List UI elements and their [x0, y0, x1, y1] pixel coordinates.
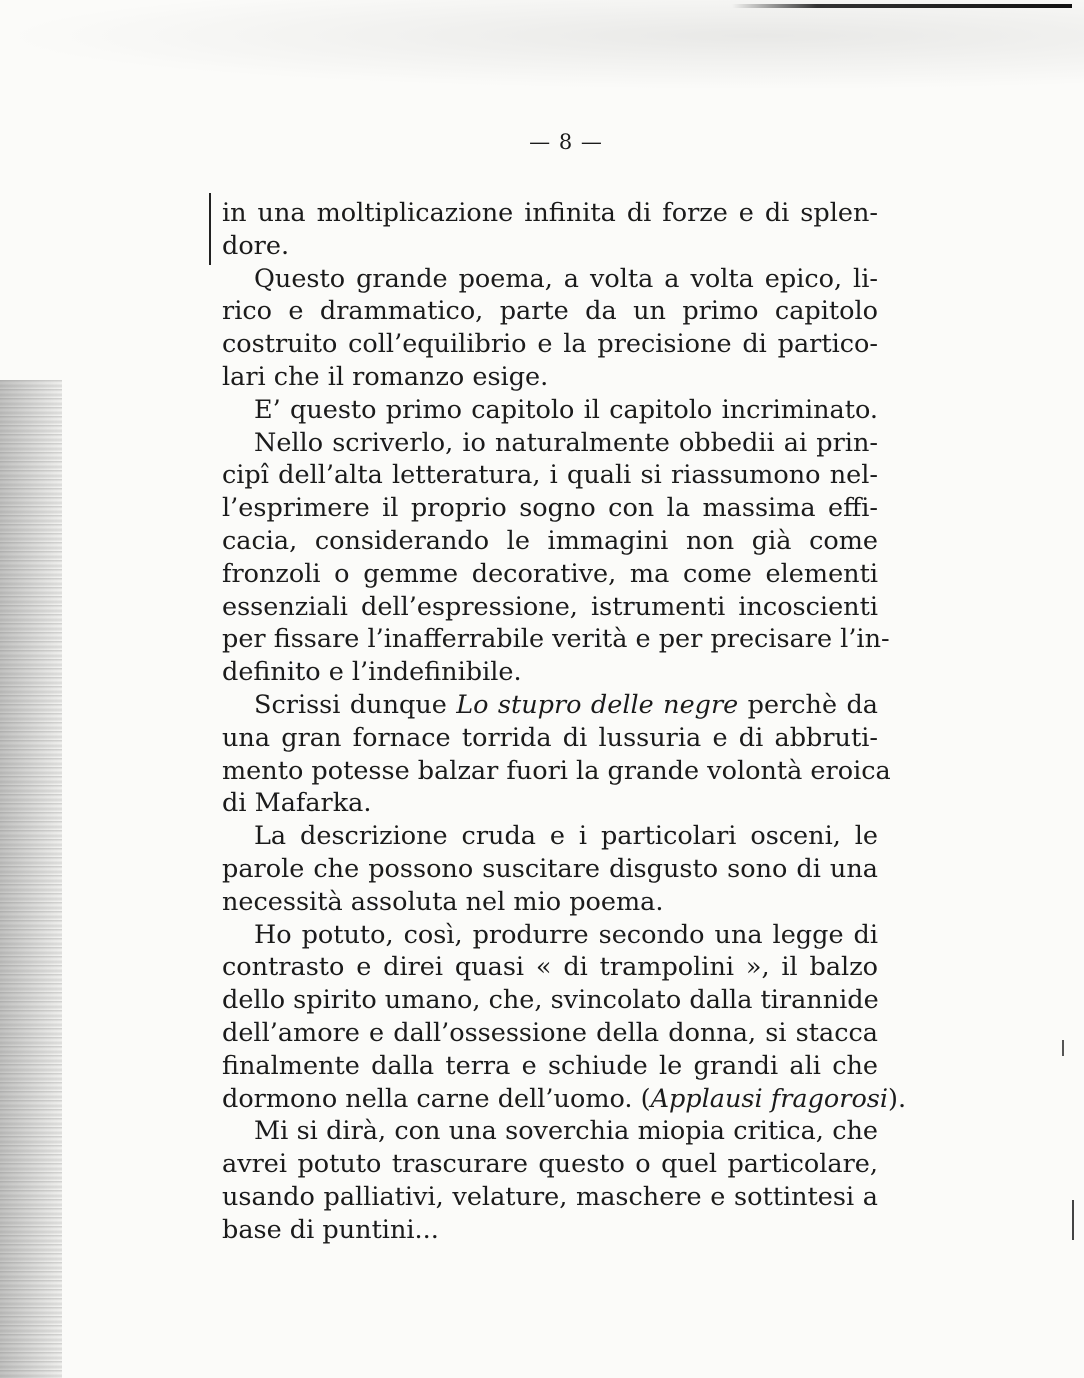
paragraph: [222, 427, 890, 689]
text-line: base di puntini...: [222, 1214, 439, 1245]
text-line: usando palliativi, velature, maschere e sottintesi a: [222, 1181, 878, 1212]
text-line: La descrizione cruda e i particolari osceni, le: [254, 821, 878, 852]
italic-title: Lo stupro delle negre: [456, 689, 739, 720]
text-line: Questo grande poema, a volta a volta epico, li-: [254, 263, 878, 294]
text-line: [222, 689, 878, 722]
paragraph: [222, 919, 907, 1116]
text-line: cacia, considerando le immagini non già come: [222, 525, 878, 556]
text-line: E’ questo primo capitolo il capitolo incriminato.: [254, 394, 878, 425]
scan-edge-noise: [0, 380, 62, 1378]
text-line: una gran fornace torrida di lussuria e di abbruti-: [222, 722, 878, 753]
text-line: mento potesse balzar fuori la grande volontà eroica: [222, 755, 891, 786]
text-line: necessità assoluta nel mio poema.: [222, 886, 664, 917]
text-line: dello spirito umano, che, svincolato dalla tirannide: [222, 985, 879, 1016]
italic-title: Applausi fragorosi: [650, 1083, 889, 1114]
text-line: contrasto e direi quasi « di trampolini », il balzo: [222, 952, 878, 983]
text-line: in una moltiplicazione infinita di forze e di splen-: [222, 198, 878, 228]
text-line: lari che il romanzo esige.: [222, 361, 549, 392]
margin-mark: [209, 193, 211, 265]
text-line: definito e l’indefinibile.: [222, 657, 522, 688]
paragraph: [222, 1115, 878, 1246]
text-line: finalmente dalla terra e schiude le grandi ali che: [222, 1050, 878, 1081]
text-line: [222, 1083, 907, 1116]
page-number: — 8 —: [529, 130, 603, 154]
text-line: per fissare l’inafferrabile verità e per precisare l’in-: [222, 624, 890, 655]
scan-shadow-top: [0, 0, 1084, 90]
scan-artifact-mark: [1062, 1040, 1064, 1056]
text-line: fronzoli o gemme decorative, ma come elementi: [222, 558, 878, 589]
scan-artifact-mark: [1072, 1200, 1074, 1240]
text-line: cipî dell’alta letteratura, i quali si riassumono nel-: [222, 460, 878, 491]
text-line: dell’amore e dall’ossessione della donna, si stacca: [222, 1017, 878, 1048]
text-run: perchè da: [738, 689, 878, 720]
text-line: l’esprimere il proprio sogno con la massima effi-: [222, 493, 878, 524]
text-line: dore.: [222, 230, 290, 261]
text-line: parole che possono suscitare disgusto sono di una: [222, 853, 878, 884]
paragraph: [222, 394, 878, 427]
paragraph: [222, 689, 891, 820]
text-line: costruito coll’equilibrio e la precisione di partico-: [222, 329, 878, 360]
text-run: Scrissi dunque: [254, 689, 457, 720]
scan-edge-line: [732, 4, 1072, 8]
text-line: Nello scriverlo, io naturalmente obbedii ai prin-: [254, 427, 878, 458]
text-line: di Mafarka.: [222, 788, 372, 819]
text-line: Ho potuto, così, produrre secondo una legge di: [254, 919, 878, 950]
body-text: [222, 197, 907, 1247]
paragraph: [222, 820, 878, 918]
text-line: avrei potuto trascurare questo o quel particolare,: [222, 1149, 878, 1180]
text-line: essenziali dell’espressione, istrumenti incoscienti: [222, 591, 878, 622]
paragraph: [222, 263, 878, 394]
paragraph: [222, 197, 878, 263]
text-run: dormono nella carne dell’uomo. (: [222, 1083, 651, 1114]
text-line: rico e drammatico, parte da un primo capitolo: [222, 296, 878, 327]
text-line: Mi si dirà, con una soverchia miopia critica, che: [254, 1116, 878, 1147]
text-run: ).: [888, 1083, 907, 1114]
